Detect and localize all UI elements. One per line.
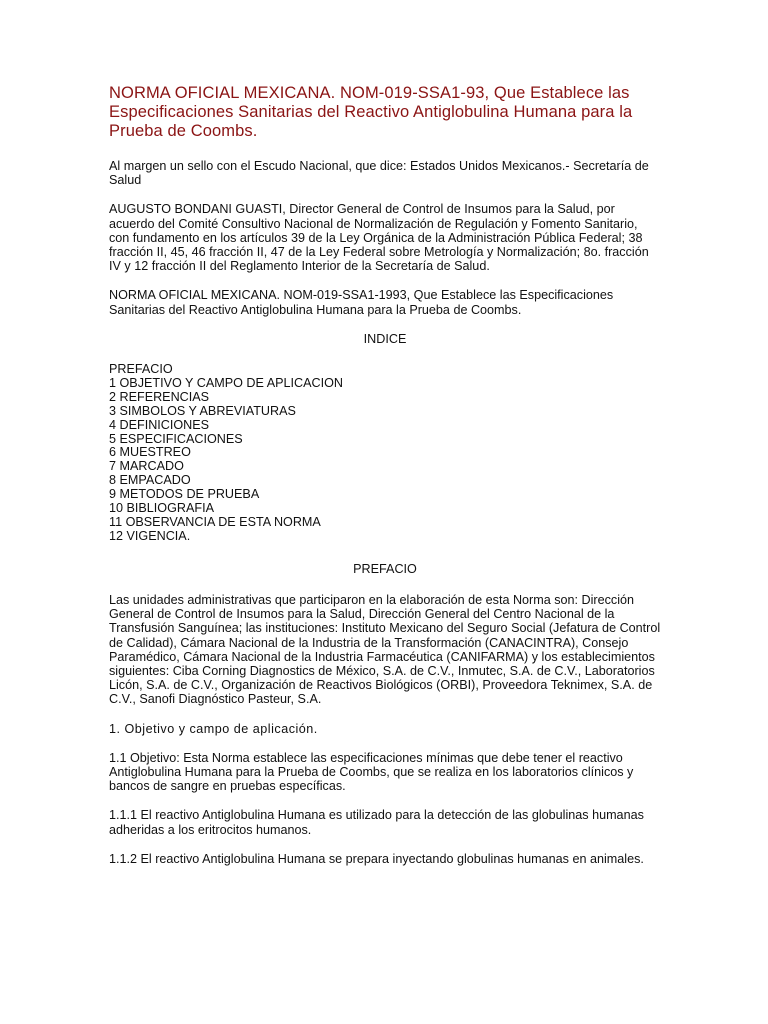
- section-1-1-2: 1.1.2 El reactivo Antiglobulina Humana se prepara inyectando globulinas humanas en animales.: [109, 851, 644, 866]
- index-item: 2 REFERENCIAS: [109, 389, 210, 404]
- index-item: 10 BIBLIOGRAFIA: [109, 501, 214, 516]
- prefacio-heading: PREFACIO: [353, 561, 417, 576]
- index-item: 4 DEFINICIONES: [109, 417, 210, 432]
- index-list: [109, 363, 661, 544]
- index-item: PREFACIO: [109, 362, 173, 377]
- index-item: 11 OBSERVANCIA DE ESTA NORMA: [109, 515, 321, 529]
- section-1-1-1: 1.1.1 El reactivo Antiglobulina Humana es utilizado para la detección de las globulinas humanas adheridas a los eritrocitos humanos.: [109, 808, 644, 837]
- norm-title-paragraph: NORMA OFICIAL MEXICANA. NOM-019-SSA1-1993, Que Establece las Especificaciones Sanitarias del Reactivo Antiglobulina Humana para la Prueba de Coombs.: [109, 288, 614, 317]
- index-item: 3 SIMBOLOS Y ABREVIATURAS: [109, 403, 296, 418]
- index-heading: INDICE: [363, 331, 407, 346]
- index-item: 6 MUESTREO: [109, 445, 191, 460]
- index-item: 8 EMPACADO: [109, 473, 191, 488]
- index-item: 12 VIGENCIA.: [109, 528, 191, 543]
- section-1-1: 1.1 Objetivo: Esta Norma establece las especificaciones mínimas que debe tener el reactivo Antiglobulina Humana para la Prueba de Coombs, que se realiza en los laboratorios clínicos y bancos de sangre en pruebas específicas.: [109, 750, 634, 794]
- index-item: 9 METODOS DE PRUEBA: [109, 487, 260, 502]
- document-title: NORMA OFICIAL MEXICANA. NOM-019-SSA1-93, Que Establece las Especificaciones Sanitarias del Reactivo Antiglobulina Humana para la Prueba de Coombs.: [109, 84, 633, 140]
- margin-note: Al margen un sello con el Escudo Nacional, que dice: Estados Unidos Mexicanos.- Secretaría de Salud: [109, 159, 649, 188]
- document-page: [109, 84, 661, 881]
- prefacio-text: Las unidades administrativas que participaron en la elaboración de esta Norma son: Dirección General de Control de Insumos para la Salud, Dirección General del Centro Nacional de la Transfusión Sanguínea; las instituciones: Instituto Mexicano del Seguro Social (Jefatura de Control de Calidad), Cámara Nacional de la Industria de la Transformación (CANACINTRA), Consejo Paramédico, Cámara Nacional de la Industria Farmacéutica (CANIFARMA) y los establecimientos siguientes: Ciba Corning Diagnostics de México, S.A. de C.V., Inmutec, S.A. de C.V., Laboratorios Licón, S.A. de C.V., Organización de Reactivos Biológicos (ORBI), Proveedora Teknimex, S.A. de C.V., Sanofi Diagnóstico Pasteur, S.A.: [109, 593, 661, 707]
- index-item: 1 OBJETIVO Y CAMPO DE APLICACION: [109, 375, 343, 390]
- index-item: 7 MARCADO: [109, 459, 184, 474]
- index-item: 5 ESPECIFICACIONES: [109, 431, 243, 446]
- section-1-heading: 1. Objetivo y campo de aplicación.: [109, 721, 318, 736]
- issuer-paragraph: AUGUSTO BONDANI GUASTI, Director General de Control de Insumos para la Salud, por acuerdo del Comité Consultivo Nacional de Normalización de Regulación y Fomento Sanitario, con fundamento en los artículos 39 de la Ley Orgánica de la Administración Pública Federal; 38 fracción II, 45, 46 fracción II, 47 de la Ley Federal sobre Metrología y Normalización; 8o. fracción IV y 12 fracción II del Reglamento Interior de la Secretaría de Salud.: [109, 202, 649, 274]
